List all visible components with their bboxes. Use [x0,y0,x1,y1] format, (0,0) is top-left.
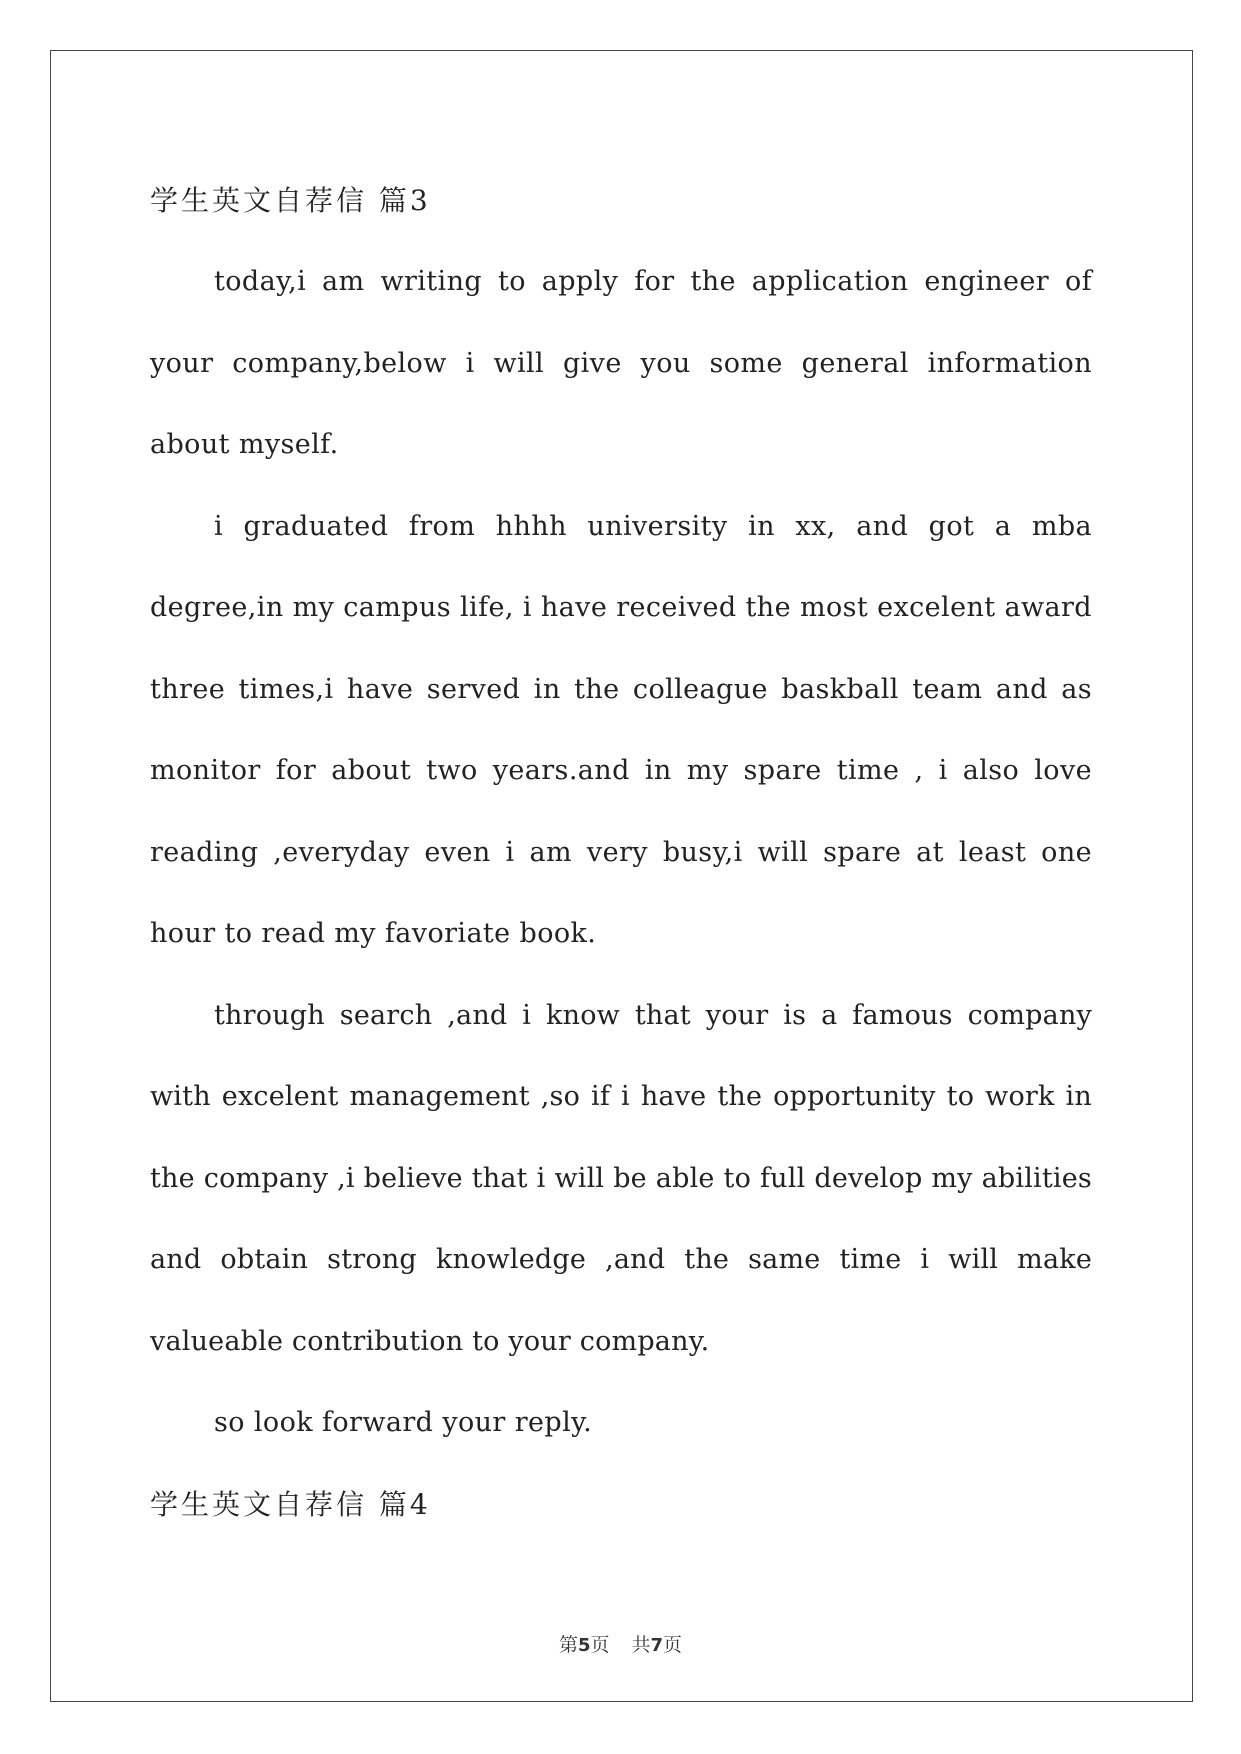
footer-page-suffix: 页 [590,1634,610,1656]
paragraph-intro: today,i am writing to apply for the application engineer of your company,below i will give you some general information about myself. [150,266,1092,460]
footer-prefix: 第 [558,1634,578,1656]
document-body [150,160,1092,1545]
paragraph-closing: so look forward your reply. [214,1407,593,1438]
total-pages-number: 7 [650,1635,664,1656]
section-heading-3: 学生英文自荐信 篇3 [150,184,431,217]
paragraph-education: i graduated from hhhh university in xx, and got a mba degree,in my campus life, i have received the most excelent award three times,i have served in the colleague baskball team and as monitor for about two years.and in my spare time , i also love reading ,everyday even i am very busy,i will spare at least one hour to read my favoriate book. [150,510,1092,949]
footer-total-prefix: 共 [631,1634,651,1656]
current-page-number: 5 [577,1635,591,1656]
footer-total-suffix: 页 [663,1634,683,1656]
section-heading-4: 学生英文自荐信 篇4 [150,1487,431,1521]
page-footer [0,1630,1241,1657]
paragraph-company: through search ,and i know that your is a famous company with excelent management ,so if i have the opportunity to work in the company ,i believe that i will be able to full develop my abilities and obtain strong knowledge ,and the same time i will make valueable contribution to your company. [150,999,1092,1357]
